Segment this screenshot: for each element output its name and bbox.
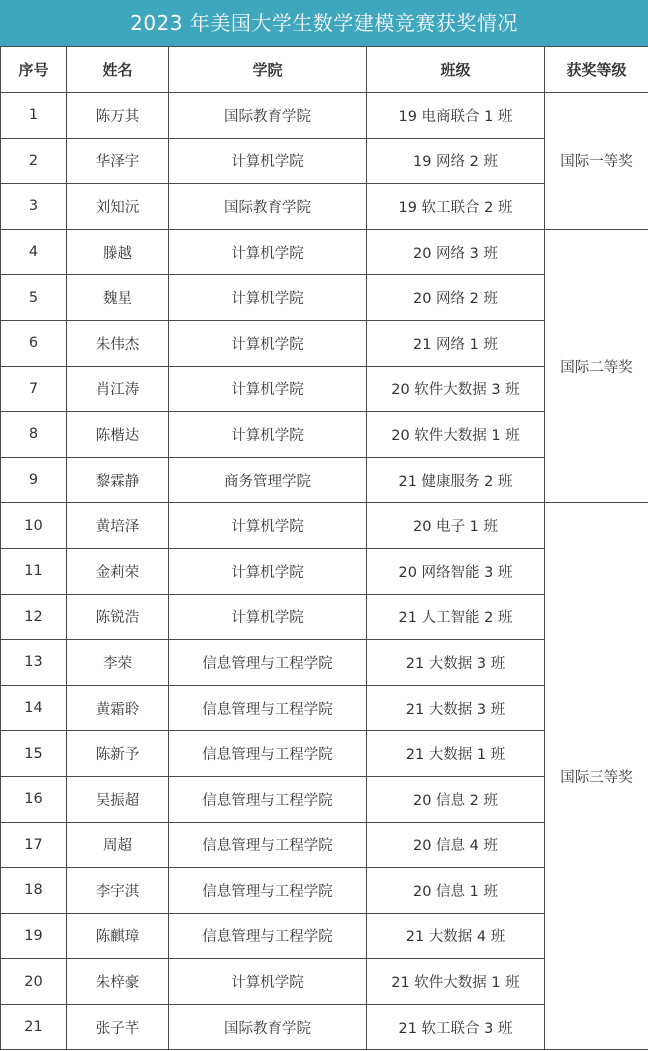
row-number-cell: 4 bbox=[1, 229, 67, 275]
table-row bbox=[1, 93, 648, 139]
class-cell: 20 网络智能 3 班 bbox=[367, 548, 545, 594]
college-cell: 计算机学院 bbox=[169, 959, 367, 1005]
student-name-cell: 朱梓豪 bbox=[67, 959, 169, 1005]
row-number-cell: 18 bbox=[1, 868, 67, 914]
student-name-cell: 黄培泽 bbox=[67, 503, 169, 549]
class-cell: 20 电子 1 班 bbox=[367, 503, 545, 549]
class-cell: 21 健康服务 2 班 bbox=[367, 457, 545, 503]
college-cell: 计算机学院 bbox=[169, 503, 367, 549]
row-number-cell: 2 bbox=[1, 138, 67, 184]
student-name-cell: 李宇淇 bbox=[67, 868, 169, 914]
class-cell: 21 人工智能 2 班 bbox=[367, 594, 545, 640]
class-cell: 20 软件大数据 3 班 bbox=[367, 366, 545, 412]
student-name-cell: 魏星 bbox=[67, 275, 169, 321]
table-row bbox=[1, 503, 648, 549]
college-cell: 信息管理与工程学院 bbox=[169, 776, 367, 822]
row-number-cell: 12 bbox=[1, 594, 67, 640]
college-cell: 计算机学院 bbox=[169, 138, 367, 184]
student-name-cell: 朱伟杰 bbox=[67, 320, 169, 366]
college-cell: 计算机学院 bbox=[169, 229, 367, 275]
award-level-cell: 国际三等奖 bbox=[545, 503, 648, 1050]
college-cell: 信息管理与工程学院 bbox=[169, 731, 367, 777]
college-cell: 信息管理与工程学院 bbox=[169, 868, 367, 914]
row-number-cell: 10 bbox=[1, 503, 67, 549]
college-cell: 国际教育学院 bbox=[169, 1004, 367, 1050]
row-number-cell: 19 bbox=[1, 913, 67, 959]
college-cell: 信息管理与工程学院 bbox=[169, 640, 367, 686]
class-cell: 21 大数据 3 班 bbox=[367, 685, 545, 731]
college-cell: 国际教育学院 bbox=[169, 184, 367, 230]
row-number-cell: 15 bbox=[1, 731, 67, 777]
row-number-cell: 9 bbox=[1, 457, 67, 503]
student-name-cell: 陈锐浩 bbox=[67, 594, 169, 640]
student-name-cell: 陈麒璋 bbox=[67, 913, 169, 959]
student-name-cell: 陈万其 bbox=[67, 93, 169, 139]
college-cell: 信息管理与工程学院 bbox=[169, 913, 367, 959]
class-cell: 20 网络 2 班 bbox=[367, 275, 545, 321]
student-name-cell: 刘知沅 bbox=[67, 184, 169, 230]
student-name-cell: 陈新予 bbox=[67, 731, 169, 777]
award-table bbox=[0, 46, 648, 1050]
row-number-cell: 11 bbox=[1, 548, 67, 594]
award-level-cell: 国际一等奖 bbox=[545, 93, 648, 230]
student-name-cell: 华泽宇 bbox=[67, 138, 169, 184]
student-name-cell: 黄霜聆 bbox=[67, 685, 169, 731]
award-level-cell: 国际二等奖 bbox=[545, 229, 648, 503]
class-cell: 20 信息 2 班 bbox=[367, 776, 545, 822]
row-number-cell: 3 bbox=[1, 184, 67, 230]
class-cell: 21 大数据 3 班 bbox=[367, 640, 545, 686]
class-cell: 20 信息 4 班 bbox=[367, 822, 545, 868]
class-cell: 21 大数据 4 班 bbox=[367, 913, 545, 959]
college-cell: 计算机学院 bbox=[169, 366, 367, 412]
class-cell: 20 网络 3 班 bbox=[367, 229, 545, 275]
student-name-cell: 滕越 bbox=[67, 229, 169, 275]
college-cell: 国际教育学院 bbox=[169, 93, 367, 139]
college-cell: 计算机学院 bbox=[169, 548, 367, 594]
row-number-cell: 21 bbox=[1, 1004, 67, 1050]
header-no: 序号 bbox=[1, 47, 67, 93]
student-name-cell: 金莉荣 bbox=[67, 548, 169, 594]
student-name-cell: 张子芊 bbox=[67, 1004, 169, 1050]
college-cell: 信息管理与工程学院 bbox=[169, 685, 367, 731]
row-number-cell: 16 bbox=[1, 776, 67, 822]
row-number-cell: 13 bbox=[1, 640, 67, 686]
header-award: 获奖等级 bbox=[545, 47, 648, 93]
class-cell: 21 软件大数据 1 班 bbox=[367, 959, 545, 1005]
class-cell: 21 网络 1 班 bbox=[367, 320, 545, 366]
row-number-cell: 5 bbox=[1, 275, 67, 321]
document-title: 2023 年美国大学生数学建模竞赛获奖情况 bbox=[0, 0, 648, 46]
class-cell: 21 大数据 1 班 bbox=[367, 731, 545, 777]
student-name-cell: 黎霖静 bbox=[67, 457, 169, 503]
row-number-cell: 17 bbox=[1, 822, 67, 868]
student-name-cell: 陈楷达 bbox=[67, 412, 169, 458]
college-cell: 计算机学院 bbox=[169, 412, 367, 458]
college-cell: 计算机学院 bbox=[169, 275, 367, 321]
row-number-cell: 6 bbox=[1, 320, 67, 366]
student-name-cell: 吴振超 bbox=[67, 776, 169, 822]
class-cell: 21 软工联合 3 班 bbox=[367, 1004, 545, 1050]
table-row bbox=[1, 229, 648, 275]
class-cell: 19 网络 2 班 bbox=[367, 138, 545, 184]
class-cell: 20 软件大数据 1 班 bbox=[367, 412, 545, 458]
table-header-row bbox=[1, 47, 648, 93]
college-cell: 信息管理与工程学院 bbox=[169, 822, 367, 868]
college-cell: 计算机学院 bbox=[169, 320, 367, 366]
row-number-cell: 8 bbox=[1, 412, 67, 458]
class-cell: 19 软工联合 2 班 bbox=[367, 184, 545, 230]
student-name-cell: 李荣 bbox=[67, 640, 169, 686]
class-cell: 19 电商联合 1 班 bbox=[367, 93, 545, 139]
college-cell: 计算机学院 bbox=[169, 594, 367, 640]
row-number-cell: 7 bbox=[1, 366, 67, 412]
student-name-cell: 周超 bbox=[67, 822, 169, 868]
student-name-cell: 肖江涛 bbox=[67, 366, 169, 412]
table-body bbox=[1, 93, 648, 1050]
row-number-cell: 14 bbox=[1, 685, 67, 731]
class-cell: 20 信息 1 班 bbox=[367, 868, 545, 914]
row-number-cell: 20 bbox=[1, 959, 67, 1005]
header-class: 班级 bbox=[367, 47, 545, 93]
row-number-cell: 1 bbox=[1, 93, 67, 139]
header-name: 姓名 bbox=[67, 47, 169, 93]
college-cell: 商务管理学院 bbox=[169, 457, 367, 503]
header-college: 学院 bbox=[169, 47, 367, 93]
